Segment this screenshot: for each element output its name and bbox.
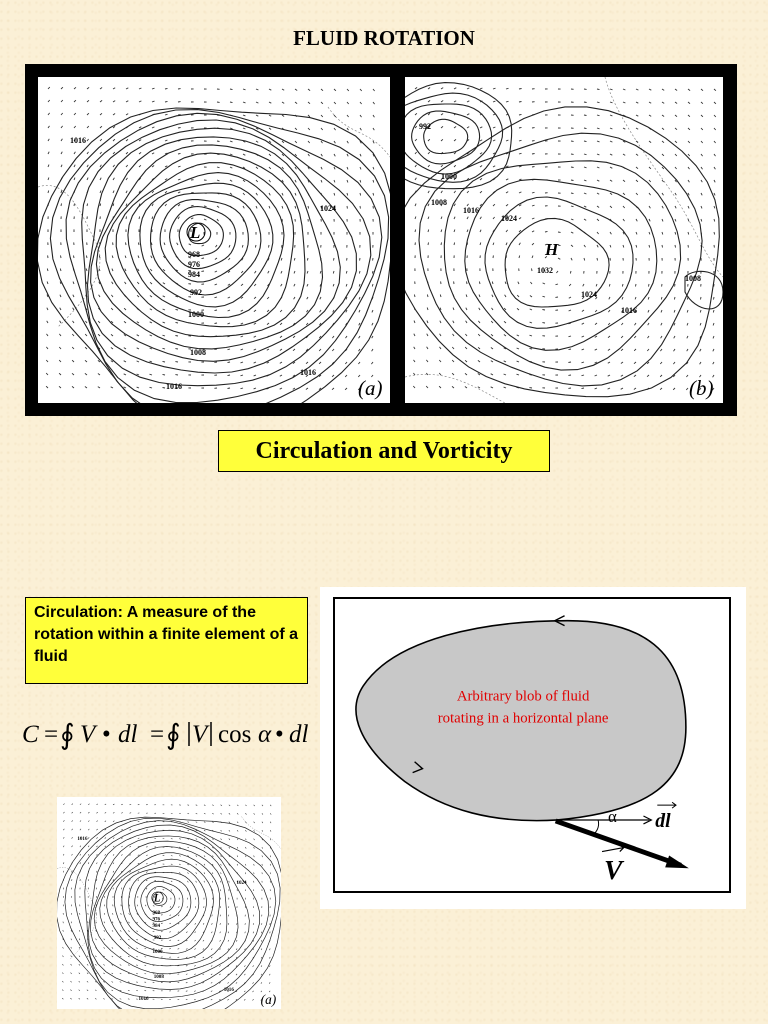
isobar-label: 984 [188, 270, 200, 279]
isobar-label: 976 [188, 260, 200, 269]
formula-equals-2: = [150, 721, 165, 748]
panel-tag: (a) [260, 991, 277, 1007]
formula-dot-2: • [275, 721, 284, 748]
formula-v-1: V [80, 721, 96, 748]
alpha-label: α [607, 806, 617, 826]
isobar-label: 1016 [138, 995, 149, 1002]
circulation-formula [22, 712, 312, 756]
panel-tag: (b) [689, 376, 714, 400]
high-center-label: H [545, 240, 559, 259]
isobar-label: 1032 [537, 266, 553, 275]
blob-diagram [333, 597, 731, 893]
isobar-label: 1000 [188, 310, 204, 319]
isobar-label: 1016 [300, 368, 316, 377]
low-center-label: L [190, 223, 201, 242]
formula-integral-1: ∮ [60, 720, 75, 751]
isobars [38, 108, 390, 403]
formula-equals-1: = [44, 721, 59, 748]
formula-dl-2: dl [289, 721, 309, 748]
isobar-label: 1008 [431, 198, 447, 207]
isobar-label: 1008 [153, 973, 164, 980]
small-map-figure [57, 797, 281, 1009]
isobar-label: 1008 [190, 348, 206, 357]
weather-maps-frame [25, 64, 737, 416]
map-a-figure [38, 77, 390, 403]
isobar-label: 1016 [621, 306, 637, 315]
wind-vectors [413, 87, 716, 390]
isobars [405, 83, 723, 397]
weather-map-high-pressure [405, 77, 723, 403]
blob-caption-line-1: Arbitrary blob of fluid [456, 688, 590, 705]
isobar-label: 992 [190, 288, 202, 297]
isobar-label: 1008 [685, 274, 701, 283]
isobar-label: 1000 [441, 172, 457, 181]
page-title: FLUID ROTATION [293, 26, 475, 50]
dl-label: dl [655, 809, 671, 832]
circulation-definition: Circulation: A measure of the rotation within a finite element of a fluid [25, 597, 308, 684]
formula-dl-1: dl [118, 721, 138, 748]
map-b-figure [405, 77, 723, 403]
isobar-label: 984 [152, 923, 161, 930]
isobar-label: 1024 [236, 880, 247, 887]
panel-tag: (a) [358, 376, 383, 400]
isobar-label: 1016 [70, 136, 86, 145]
isobar-label: 1024 [581, 290, 597, 299]
formula-cos: cos [218, 721, 252, 748]
formula-lhs: C [22, 721, 39, 748]
dl-overarrow [657, 802, 676, 808]
isobar-label: 1000 [152, 949, 163, 956]
small-weather-map [57, 797, 281, 1009]
velocity-overarrow [602, 845, 624, 852]
angle-arc [594, 820, 598, 834]
blob-caption-line-2: rotating in a horizontal plane [437, 710, 609, 727]
formula-v-2: V [192, 721, 208, 748]
isobar-label: 1016 [166, 382, 182, 391]
formula-alpha: α [258, 721, 272, 748]
low-center-label: L [153, 892, 161, 905]
section-heading: Circulation and Vorticity [218, 430, 550, 472]
formula-dot-1: • [102, 721, 111, 748]
isobar-label: 1016 [77, 835, 88, 842]
formula-integral-2: ∮ [166, 720, 181, 751]
velocity-arrowhead [665, 855, 689, 868]
weather-map-low-pressure [38, 77, 390, 403]
isobars [57, 817, 281, 1009]
blob-diagram-frame [320, 587, 746, 909]
isobar-label: 976 [152, 916, 161, 923]
isobar-label: 1024 [501, 214, 517, 223]
isobar-label: 968 [152, 910, 161, 917]
velocity-label: V [604, 854, 623, 886]
isobar-label: 968 [188, 250, 200, 259]
isobar-label: 1016 [463, 206, 479, 215]
isobar-label: 992 [419, 122, 431, 131]
isobar-label: 1016 [223, 986, 234, 993]
isobar-label: 992 [153, 934, 162, 941]
isobar-label: 1024 [320, 204, 336, 213]
